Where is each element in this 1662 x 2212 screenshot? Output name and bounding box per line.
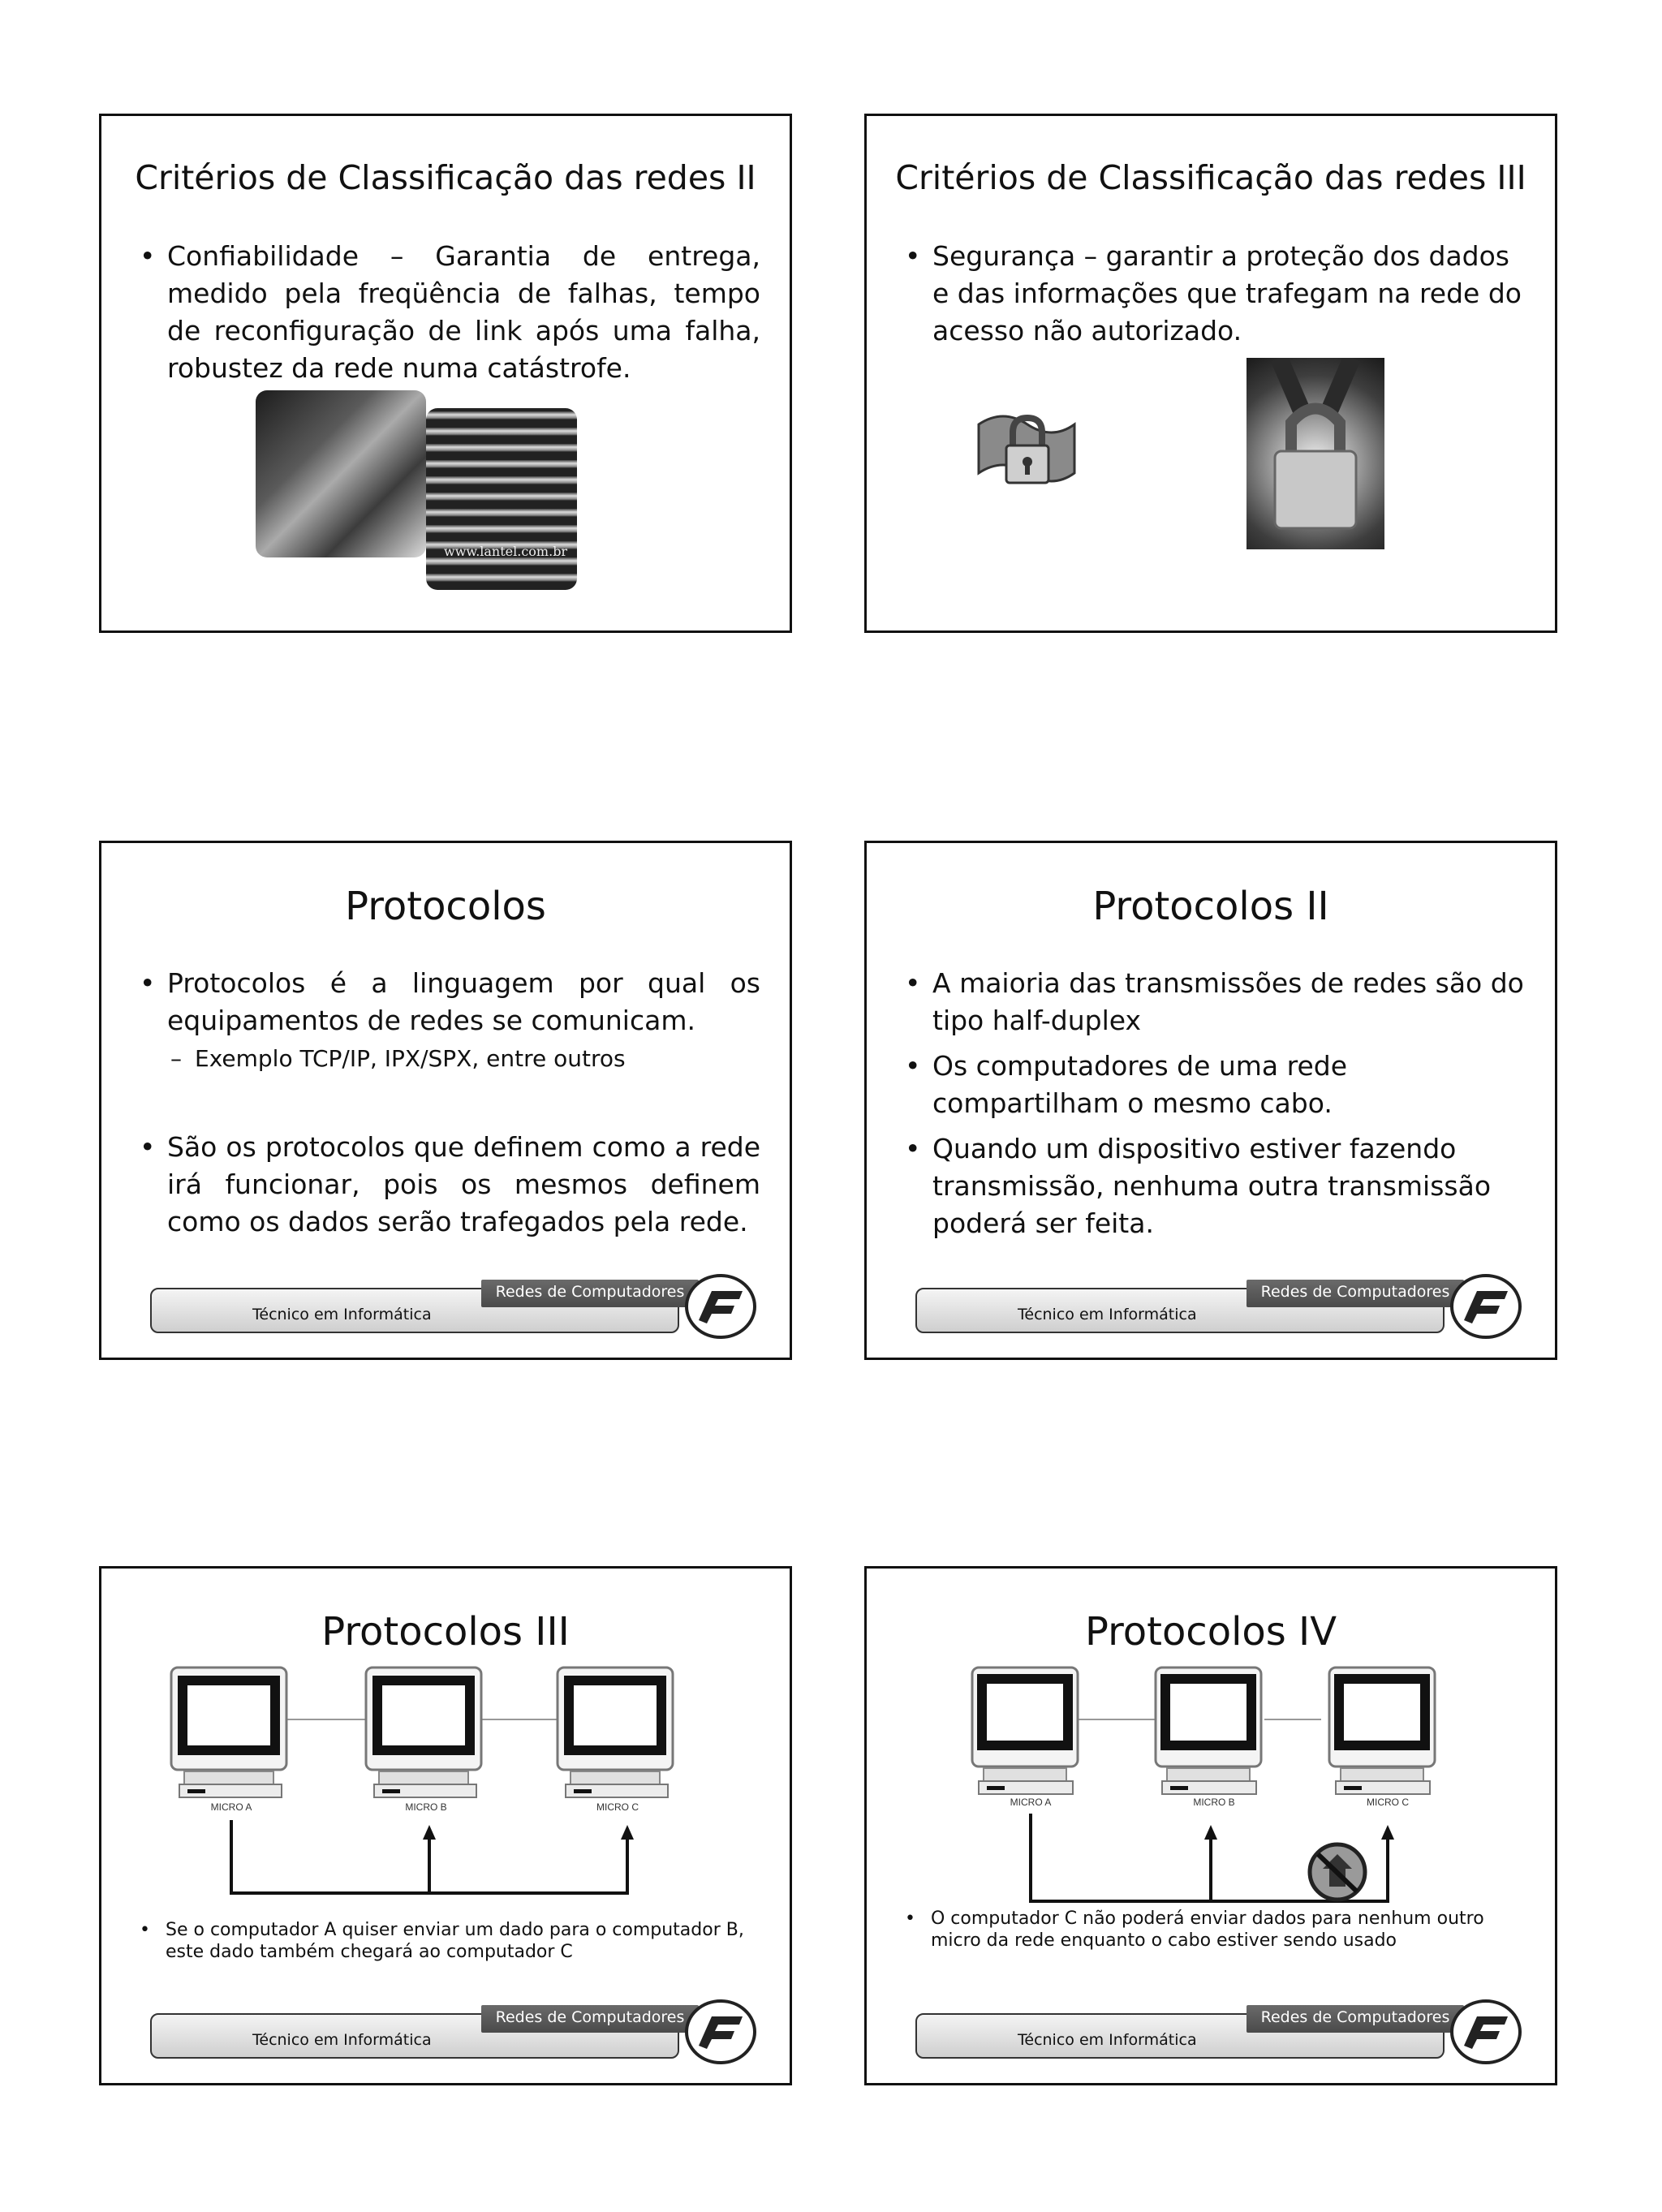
bullet-item: • Se o computador A quiser enviar um dado para o computador B, este dado também chegará ao computador C (138, 1919, 760, 1963)
bullet-list (138, 1129, 760, 1241)
bullet-list (903, 1908, 1526, 1952)
slide-title: Protocolos IV (1084, 1609, 1337, 1655)
chained-padlock-photo (1246, 358, 1384, 549)
footer-subject-tab: Redes de Computadores (481, 1280, 699, 1307)
slide-protocolos-3 (99, 1566, 792, 2085)
padlock-shield-icon (971, 400, 1083, 504)
slide-criterios-3 (864, 114, 1557, 633)
bullet-list (138, 965, 760, 1039)
footer-subject-tab: Redes de Computadores (481, 2005, 699, 2033)
bullet-item: • São os protocolos que definem como a rede irá funcionar, pois os mesmos definem como os dados serão trafegados pela rede. (138, 1129, 760, 1241)
bullet-item: • Protocolos é a linguagem por qual os equipamentos de redes se comunicam. (138, 965, 760, 1039)
micro-label: MICRO B (405, 1801, 447, 1813)
computer-icon (558, 1668, 673, 1797)
micro-label: MICRO B (1193, 1797, 1235, 1808)
footer-course-label: Técnico em Informática (1018, 1306, 1197, 1323)
bullet-item: • A maioria das transmissões de redes são do tipo half-duplex (903, 965, 1526, 1039)
school-logo-icon (1449, 1999, 1522, 2065)
slide-title: Protocolos II (1092, 884, 1329, 929)
patch-panel-photo (426, 408, 577, 590)
micro-label: MICRO C (1367, 1797, 1409, 1808)
slide-footer (915, 1280, 1519, 1336)
network-diagram (867, 1666, 1557, 1917)
slide-footer (150, 1280, 754, 1336)
computer-icon (366, 1668, 481, 1797)
bullet-item: • O computador C não poderá enviar dados para nenhum outro micro da rede enquanto o cabo estiver sendo usado (903, 1908, 1526, 1952)
footer-course-label: Técnico em Informática (252, 1306, 432, 1323)
bullet-item: • Segurança – garantir a proteção dos dados e das informações que trafegam na rede do acesso não autorizado. (903, 238, 1526, 350)
bullet-item: • Quando um dispositivo estiver fazendo transmissão, nenhuma outra transmissão poderá ser feita. (903, 1130, 1526, 1242)
bullet-list (903, 238, 1526, 350)
footer-course-label: Técnico em Informática (1018, 2031, 1197, 2049)
bullet-item: • Os computadores de uma rede compartilham o mesmo cabo. (903, 1048, 1526, 1122)
slide-title: Critérios de Classificação das redes II (135, 158, 756, 197)
slide-protocolos-2 (864, 841, 1557, 1360)
footer-course-label: Técnico em Informática (252, 2031, 432, 2049)
bullet-list (138, 1919, 760, 1963)
computer-icon (1156, 1668, 1261, 1794)
micro-label: MICRO A (1010, 1797, 1052, 1808)
computer-icon (171, 1668, 286, 1797)
bullet-list (138, 238, 760, 387)
slide-title: Protocolos III (321, 1609, 570, 1655)
slide-title: Critérios de Classificação das redes III (895, 158, 1526, 197)
network-cables-photo (256, 390, 426, 557)
slide-criterios-2 (99, 114, 792, 633)
network-diagram (101, 1666, 792, 1917)
slide-title: Protocolos (345, 884, 546, 929)
bullet-item: • Confiabilidade – Garantia de entrega, medido pela freqüência de falhas, tempo de reconfiguração de link após uma falha, robustez da rede numa catástrofe. (138, 238, 760, 387)
computer-icon (1329, 1668, 1435, 1794)
school-logo-icon (1449, 1273, 1522, 1340)
slide-protocolos (99, 841, 792, 1360)
prohibited-icon (1310, 1844, 1365, 1900)
sub-bullet: – Exemplo TCP/IP, IPX/SPX, entre outros (138, 1043, 626, 1075)
footer-subject-tab: Redes de Computadores (1246, 2005, 1464, 2033)
slide-protocolos-4 (864, 1566, 1557, 2085)
school-logo-icon (684, 1999, 757, 2065)
bullet-list (903, 965, 1526, 1242)
photo-url-text: www.lantel.com.br (444, 544, 568, 559)
slide-footer (915, 2005, 1519, 2062)
school-logo-icon (684, 1273, 757, 1340)
footer-subject-tab: Redes de Computadores (1246, 1280, 1464, 1307)
slide-footer (150, 2005, 754, 2062)
computer-icon (972, 1668, 1078, 1794)
micro-label: MICRO C (596, 1801, 639, 1813)
micro-label: MICRO A (210, 1801, 252, 1813)
